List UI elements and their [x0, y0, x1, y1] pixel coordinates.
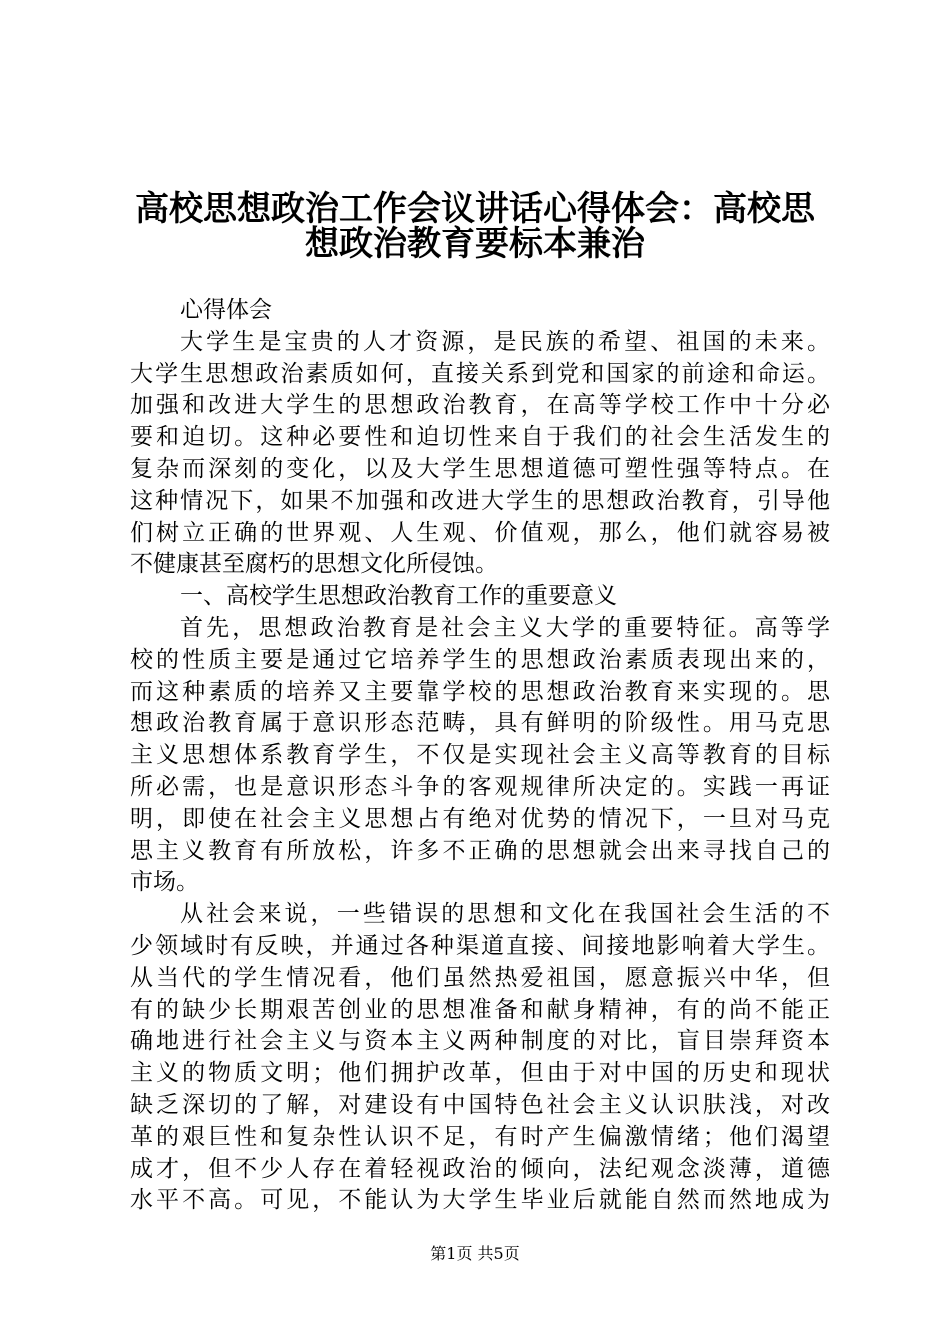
text-line: 水平不高。可见，不能认为大学生毕业后就能自然而然地成为	[130, 1187, 830, 1214]
text-line: 大学生是宝贵的人才资源，是民族的希望、祖国的未来。	[180, 328, 830, 355]
section-heading: 一、高校学生思想政治教育工作的重要意义	[180, 583, 617, 610]
document-body	[130, 295, 830, 1217]
text-line: 少领域时有反映，并通过各种渠道直接、间接地影响着大学生。	[130, 932, 830, 959]
text-line: 有的缺少长期艰苦创业的思想准备和献身精神，有的尚不能正	[130, 996, 830, 1023]
text-line: 明，即使在社会主义思想占有绝对优势的情况下，一旦对马克	[130, 805, 830, 832]
text-line: 主义思想体系教育学生，不仅是实现社会主义高等教育的目标	[130, 742, 830, 769]
text-line: 大学生思想政治素质如何，直接关系到党和国家的前途和命运。	[130, 360, 830, 387]
text-line: 这种情况下，如果不加强和改进大学生的思想政治教育，引导他	[130, 487, 830, 514]
text-line: 们树立正确的世界观、人生观、价值观，那么，他们就容易被	[130, 519, 830, 546]
text-line: 首先，思想政治教育是社会主义大学的重要特征。高等学	[180, 614, 830, 641]
text-line: 所必需，也是意识形态斗争的客观规律所决定的。实践一再证	[130, 773, 830, 800]
document-title-line-1: 高校思想政治工作会议讲话心得体会：高校思	[135, 189, 815, 229]
text-line: 要和迫切。这种必要性和迫切性来自于我们的社会生活发生的	[130, 424, 830, 451]
text-line: 而这种素质的培养又主要靠学校的思想政治教育来实现的。思	[130, 678, 830, 705]
text-line: 想政治教育属于意识形态范畴，具有鲜明的阶级性。用马克思	[130, 710, 830, 737]
text-line: 市场。	[130, 869, 199, 896]
text-line: 复杂而深刻的变化，以及大学生思想道德可塑性强等特点。在	[130, 455, 830, 482]
text-line: 思主义教育有所放松，许多不正确的思想就会出来寻找自己的	[130, 837, 830, 864]
text-line: 从社会来说，一些错误的思想和文化在我国社会生活的不	[180, 901, 830, 928]
text-line: 革的艰巨性和复杂性认识不足，有时产生偏激情绪；他们渴望	[130, 1123, 830, 1150]
text-line: 加强和改进大学生的思想政治教育，在高等学校工作中十分必	[130, 392, 830, 419]
document-title-line-2: 想政治教育要标本兼治	[305, 224, 645, 264]
section-label: 心得体会	[180, 297, 272, 323]
text-line: 成才，但不少人存在着轻视政治的倾向，法纪观念淡薄，道德	[130, 1155, 830, 1182]
text-line: 不健康甚至腐朽的思想文化所侵蚀。	[130, 551, 498, 578]
text-line: 缺乏深切的了解，对建设有中国特色社会主义认识肤浅，对改	[130, 1091, 830, 1118]
text-line: 校的性质主要是通过它培养学生的思想政治素质表现出来的，	[130, 646, 830, 673]
text-line: 确地进行社会主义与资本主义两种制度的对比，盲目崇拜资本	[130, 1028, 830, 1055]
text-line: 从当代的学生情况看，他们虽然热爱祖国，愿意振兴中华，但	[130, 964, 830, 991]
text-line: 主义的物质文明；他们拥护改革，但由于对中国的历史和现状	[130, 1060, 830, 1087]
page-number: 第1页 共5页	[430, 1244, 520, 1263]
